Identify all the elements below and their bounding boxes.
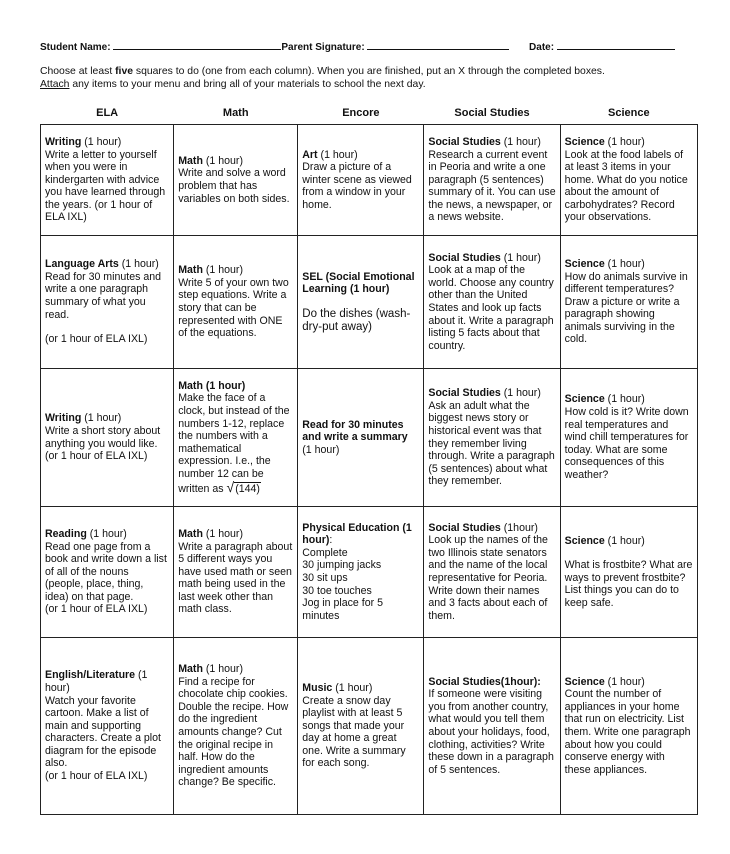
cell-science (560, 507, 697, 638)
cell-duration: (1 hour) (302, 443, 340, 456)
cell-duration: (1 hour) (202, 527, 243, 540)
cell-duration: (1 hour) (86, 527, 127, 540)
cell-extra: (or 1 hour of ELA IXL) (45, 450, 148, 463)
cell-title: Writing (45, 135, 82, 148)
cell-duration: (1 hour) (202, 154, 243, 167)
cell-science (560, 638, 697, 815)
cell-duration: (1 hour) (500, 387, 541, 400)
cell-body: Ask an adult what the biggest news story or historical event was that they remember living through. Write a paragraph (5 sentences) about what they remember. (428, 399, 555, 488)
cell-science (560, 236, 697, 369)
instructions-attach: Attach (40, 79, 70, 90)
cell-title: Math (178, 264, 203, 277)
cell-duration: (1 hour) (332, 681, 373, 694)
column-header-science: Science (608, 106, 650, 119)
cell-body: Read for 30 minutes and write a one paragraph summary of what you read. (45, 270, 162, 321)
instructions-text: Choose at least (40, 66, 116, 77)
cell-duration: : (329, 534, 333, 547)
cell-title: Social Studies(1hour): (428, 675, 541, 688)
cell-duration: (1 hour) (500, 251, 541, 264)
cell-extra: (or 1 hour of ELA IXL) (45, 770, 148, 783)
cell-science (560, 125, 697, 236)
cell-title: Science (564, 534, 605, 547)
cell-encore (298, 236, 424, 369)
cell-math (174, 369, 298, 507)
cell-social-studies (424, 236, 560, 369)
cell-duration: (1 hour) (500, 135, 541, 148)
cell-title: Science (564, 257, 605, 270)
cell-duration: (1 hour) (81, 135, 122, 148)
cell-math (174, 236, 298, 369)
cell-ela (41, 125, 174, 236)
cell-duration: (1hour) (500, 521, 538, 534)
cell-ela (41, 507, 174, 638)
choice-board-table (40, 102, 698, 815)
cell-title: Science (564, 675, 605, 688)
cell-body: How do animals survive in different temperatures? Draw a picture or write a paragraph showing animals surviving in the cold. (564, 270, 688, 346)
cell-body: Look at the food labels of at least 3 items in your home. What do you notice about the amount of carbohydrates? Record your observations. (564, 148, 688, 224)
instructions-bold: five (115, 66, 133, 77)
cell-title: Physical Education (1 hour) (302, 521, 412, 547)
cell-body: Write 5 of your own two step equations. Write a story that can be represented with ONE of the equations. (178, 276, 289, 340)
cell-body: How cold is it? Write down real temperatures and wind chill temperatures for today. What are some consequences of this weather? (564, 406, 689, 481)
table-row (41, 507, 698, 638)
cell-math (174, 125, 298, 236)
cell-body: Look at a map of the world. Choose any country other than the United States and look up facts about it. Write a paragraph listing 5 facts about that country. (428, 264, 554, 352)
cell-body: Do the dishes (wash-dry-put away) (302, 308, 411, 333)
column-header-social-studies: Social Studies (454, 106, 530, 119)
cell-body: Make the face of a clock, but instead of the numbers 1-12, replace the numbers with a mathematical expression. I.e., the number 12 can be written as (178, 392, 290, 495)
cell-encore (298, 369, 424, 507)
cell-title: Reading (45, 527, 87, 540)
radical-icon: √ (226, 478, 235, 495)
parent-signature-blank (367, 40, 509, 50)
cell-duration: (1 hour) (604, 675, 645, 688)
instructions (40, 65, 690, 91)
cell-title: Social Studies (428, 251, 501, 264)
cell-body: Watch your favorite cartoon. Make a list of main and supporting characters. Create a plot diagram for the episode also. (45, 694, 161, 770)
cell-body: Create a snow day playlist with at least 5 songs that made your day at home a great one. Write a summary for each song. (302, 694, 406, 770)
cell-duration: (1 hour) (604, 534, 645, 547)
cell-body: Research a current event in Peoria and write a one paragraph (5 sentences) summary of it. You can use the news, a newspaper, or a news website. (428, 148, 556, 224)
cell-duration: (1 hour) (604, 135, 645, 148)
student-name-label: Student Name: (40, 42, 111, 53)
radicand: (144) (235, 482, 260, 495)
cell-body: Look up the names of the two Illinois state senators and the name of the local representative for Peoria. Write down their names and 3 facts about each of them. (428, 534, 548, 622)
cell-extra: (or 1 hour of ELA IXL) (45, 603, 148, 616)
cell-duration: (1 hour) (81, 412, 122, 425)
cell-social-studies (424, 369, 560, 507)
cell-body: Write a paragraph about 5 different ways you have used math or seen math being used in the last week other than math class. (178, 540, 293, 616)
cell-ela (41, 369, 174, 507)
cell-body: Write and solve a word problem that has variables on both sides. (178, 167, 290, 205)
cell-body: Find a recipe for chocolate chip cookies. Double the recipe. How do the ingredient amounts change? Cut the original recipe in half. How do the ingredient amounts change? Be specific. (178, 675, 289, 789)
instructions-text-3: any items to your menu and bring all of your materials to school the next day. (69, 79, 426, 90)
cell-ela (41, 638, 174, 815)
cell-encore (298, 638, 424, 815)
table-row (41, 236, 698, 369)
header-line (40, 40, 690, 53)
cell-math (174, 507, 298, 638)
cell-body: What is frostbite? What are ways to prevent frostbite? List things you can do to keep safe. (564, 559, 693, 609)
instructions-text-2: squares to do (one from each column). When you are finished, put an X through the completed boxes. (133, 66, 605, 77)
cell-encore (298, 507, 424, 638)
cell-body: If someone were visiting you from another country, what would you tell them about your holidays, food, clothing, activities? Write these down in a paragraph of 5 sentences. (428, 688, 554, 776)
cell-ela (41, 236, 174, 369)
column-header-math: Math (222, 106, 249, 119)
cell-social-studies (424, 125, 560, 236)
column-header-ela: ELA (96, 106, 119, 119)
cell-title: Writing (45, 412, 82, 425)
table-row (41, 125, 698, 236)
cell-title: Math (1 hour) (178, 379, 246, 392)
cell-duration: (1 hour) (202, 264, 243, 277)
cell-title: English/Literature (45, 669, 136, 682)
cell-duration: (1 hour) (604, 257, 645, 270)
cell-title: Language Arts (45, 258, 119, 271)
column-header-row (41, 102, 698, 125)
cell-title: Science (564, 135, 605, 148)
cell-social-studies (424, 638, 560, 815)
cell-title: Art (302, 148, 318, 161)
cell-social-studies (424, 507, 560, 638)
cell-title: Social Studies (428, 135, 501, 148)
student-name-blank (113, 40, 281, 50)
cell-title: SEL (Social Emotional Learning (1 hour) (302, 270, 415, 296)
cell-duration: (1 hour) (317, 148, 358, 161)
cell-body: Complete 30 jumping jacks 30 sit ups 30 toe touches Jog in place for 5 minutes (302, 546, 383, 622)
cell-math (174, 638, 298, 815)
date-label: Date: (529, 42, 555, 53)
cell-encore (298, 125, 424, 236)
cell-title: Social Studies (428, 387, 501, 400)
cell-body: Write a letter to yourself when you were in kindergarten with advice you have learned through the years. (or 1 hour of ELA IXL) (45, 148, 166, 224)
cell-title: Science (564, 393, 605, 406)
cell-title: Math (178, 663, 203, 676)
cell-duration: (1 hour) (45, 669, 148, 694)
cell-title: Social Studies (428, 521, 501, 534)
cell-body: Write a short story about anything you would like. (45, 424, 161, 450)
cell-extra: (or 1 hour of ELA IXL) (45, 333, 148, 346)
column-header-encore: Encore (342, 106, 380, 119)
cell-body: Draw a picture of a winter scene as viewed from a window in your home. (302, 161, 412, 211)
cell-duration: (1 hour) (118, 258, 159, 271)
cell-duration: (1 hour) (202, 663, 243, 676)
date-blank (557, 40, 675, 50)
square-root-expression (226, 478, 261, 496)
table-row (41, 638, 698, 815)
table-row (41, 369, 698, 507)
cell-title: Music (302, 681, 333, 694)
cell-body: Count the number of appliances in your home that run on electricity. List them. Write one paragraph about how you could conserve energy with these appliances. (564, 688, 691, 776)
cell-body: Read one page from a book and write down a list of all of the nouns (people, place, thing, idea) on that page. (45, 540, 167, 603)
cell-science (560, 369, 697, 507)
parent-signature-label: Parent Signature: (281, 42, 365, 53)
cell-title: Read for 30 minutes and write a summary (302, 418, 408, 444)
cell-title: Math (178, 154, 203, 167)
cell-title: Math (178, 527, 203, 540)
cell-duration: (1 hour) (604, 393, 645, 406)
